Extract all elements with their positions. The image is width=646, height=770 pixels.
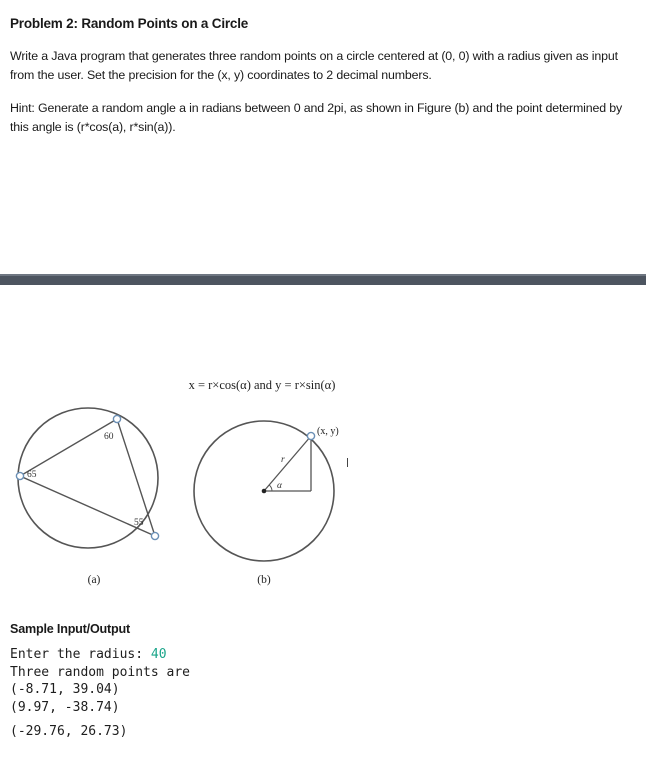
figure-b-point <box>307 432 314 439</box>
console-point-1: (-8.71, 39.04) <box>10 682 120 697</box>
figure-b <box>194 421 348 586</box>
figure-a-angle-label-2: 65 <box>27 470 37 480</box>
text-cursor-mark <box>347 458 348 467</box>
console-point-2: (9.97, -38.74) <box>10 699 120 715</box>
figure-b-angle-arc <box>269 485 272 491</box>
figure-b-radius-line <box>264 436 311 491</box>
figure-random-points <box>0 370 646 600</box>
sample-title: Sample Input/Output <box>10 622 131 636</box>
figure-b-center-dot <box>262 489 267 494</box>
console-header: Three random points are <box>10 664 191 680</box>
figure-b-caption: (b) <box>257 574 271 586</box>
console-point-3: (-29.76, 26.73) <box>10 724 128 739</box>
section-divider <box>0 274 646 285</box>
figure-a-point-3 <box>151 532 158 539</box>
console-input: 40 <box>150 647 167 662</box>
figure-b-radius-label: r <box>281 455 285 465</box>
figure-a <box>16 408 158 586</box>
figure-formula: x = r×cos(α) and y = r×sin(α) <box>188 378 336 392</box>
problem-description: Write a Java program that generates three random points on a circle centered at (0, 0) with a radius given as input from the user. Set the precision for the (x, y) coordinates to 2 decimal numbers. <box>10 49 618 82</box>
problem-hint: Hint: Generate a random angle a in radians between 0 and 2pi, as shown in Figure (b) and the point determined by this angle is (r*cos(a), r*sin(a)). <box>10 101 623 134</box>
figure-b-point-label: (x, y) <box>317 426 339 437</box>
sample-console <box>10 646 190 741</box>
console-prompt: Enter the radius: <box>10 647 151 662</box>
figure-a-point-1 <box>113 415 120 422</box>
figure-b-angle-label: α <box>277 481 282 491</box>
figure-a-angle-label-1: 60 <box>104 432 114 442</box>
console-prompt-line <box>10 646 190 664</box>
figure-a-angle-label-3: 55 <box>134 518 144 528</box>
figure-a-caption: (a) <box>87 574 101 586</box>
figure-a-point-2 <box>16 472 23 479</box>
problem-title: Problem 2: Random Points on a Circle <box>10 16 249 31</box>
